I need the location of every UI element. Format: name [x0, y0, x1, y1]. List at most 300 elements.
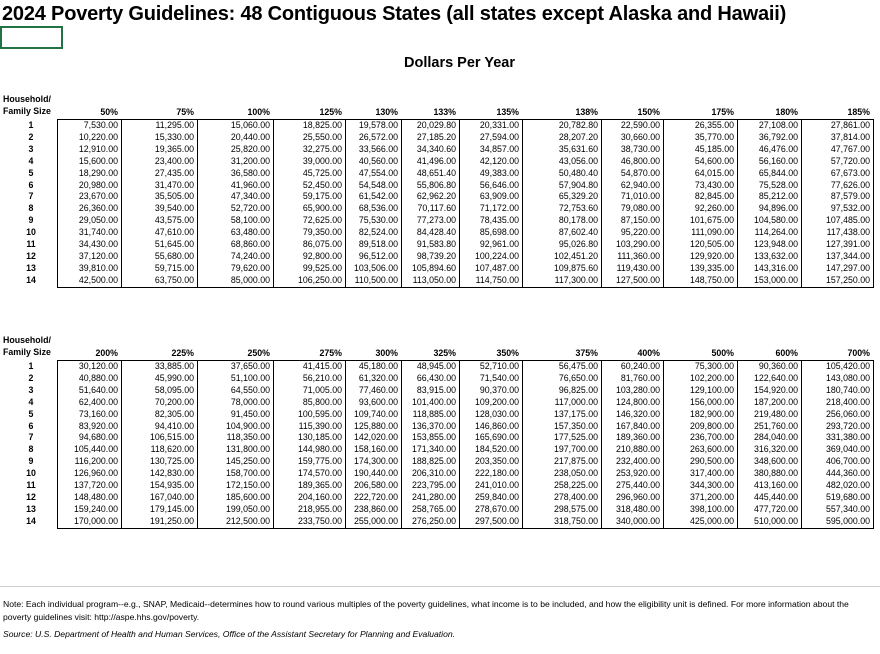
table-cell: 127,391.00 — [825, 239, 870, 249]
table-cell: 83,920.00 — [78, 420, 118, 431]
table-cell: 159,240.00 — [73, 503, 118, 514]
column-header: 175% — [711, 107, 734, 117]
column-header: 75% — [176, 107, 194, 117]
household-size: 8 — [28, 444, 34, 455]
table-cell: 275,440.00 — [615, 480, 660, 490]
table-cell: 117,000.00 — [554, 396, 598, 407]
divider — [0, 586, 880, 587]
table-cell: 51,640.00 — [78, 384, 118, 395]
table-cell: 89,518.00 — [358, 239, 398, 249]
table-cell: 45,990.00 — [154, 372, 194, 383]
table-cell: 137,175.00 — [553, 408, 598, 419]
table-cell: 119,430.00 — [616, 262, 660, 273]
table-cell: 26,355.00 — [694, 120, 734, 130]
table-cell: 96,825.00 — [558, 384, 598, 395]
table-cell: 15,330.00 — [154, 131, 194, 142]
column-header: 133% — [433, 107, 456, 117]
table-cell: 232,400.00 — [615, 456, 660, 467]
table-cell: 222,720.00 — [353, 491, 398, 502]
table-cell: 82,305.00 — [154, 408, 194, 419]
table-cell: 58,100.00 — [230, 215, 270, 226]
column-divider — [522, 119, 523, 287]
table-cell: 115,390.00 — [298, 420, 342, 431]
column-divider — [273, 119, 274, 287]
table-cell: 49,383.00 — [479, 167, 519, 178]
table-cell: 217,875.00 — [553, 456, 598, 467]
column-divider — [873, 360, 874, 528]
table-cell: 204,160.00 — [297, 491, 342, 502]
column-divider — [737, 360, 738, 528]
household-size: 12 — [26, 250, 36, 261]
table-cell: 41,960.00 — [230, 179, 270, 190]
table-cell: 199,050.00 — [225, 503, 270, 514]
table-cell: 106,250.00 — [297, 274, 342, 285]
table-cell: 111,090.00 — [691, 227, 734, 238]
table-cell: 70,117.60 — [417, 203, 456, 214]
table-cell: 118,620.00 — [150, 444, 194, 455]
table-cell: 444,360.00 — [825, 468, 870, 479]
table-cell: 241,010.00 — [474, 480, 519, 490]
table-cell: 124,800.00 — [615, 396, 660, 407]
table-cell: 103,280.00 — [615, 384, 660, 395]
table-cell: 85,000.00 — [230, 274, 270, 285]
table-cell: 47,554.00 — [358, 167, 398, 178]
table-cell: 171,340.00 — [411, 444, 456, 455]
table-cell: 11,295.00 — [155, 120, 194, 130]
table-cell: 47,610.00 — [154, 227, 194, 238]
table-cell: 22,590.00 — [620, 120, 660, 130]
table-cell: 80,178.00 — [558, 215, 598, 226]
household-size: 9 — [28, 456, 34, 467]
table-cell: 107,485.00 — [825, 215, 870, 226]
table-cell: 55,806.80 — [416, 179, 456, 190]
page-title: 2024 Poverty Guidelines: 48 Contiguous States (all states except Alaska and Hawaii) — [2, 3, 787, 25]
table-cell: 188,825.00 — [411, 456, 456, 467]
table-cell: 122,640.00 — [753, 372, 798, 383]
table-cell: 139,335.00 — [689, 262, 734, 273]
table-cell: 293,720.00 — [825, 420, 870, 431]
table-cell: 153,855.00 — [411, 432, 456, 443]
table-cell: 148,750.00 — [689, 274, 734, 285]
table-cell: 222,180.00 — [474, 468, 519, 479]
table-bottom-rule — [57, 287, 874, 288]
table-cell: 174,300.00 — [353, 456, 398, 467]
table-cell: 206,580.00 — [353, 480, 398, 490]
table-cell: 104,580.00 — [753, 215, 798, 226]
table-cell: 26,360.00 — [78, 203, 118, 214]
column-divider — [197, 360, 198, 528]
table-cell: 284,040.00 — [753, 432, 798, 443]
table-cell: 90,370.00 — [479, 384, 519, 395]
table-cell: 95,220.00 — [620, 227, 660, 238]
column-header: 500% — [711, 348, 734, 358]
table-cell: 72,753.60 — [558, 203, 598, 214]
table-cell: 157,250.00 — [825, 274, 870, 285]
table-cell: 380,880.00 — [753, 468, 798, 479]
table-cell: 197,700.00 — [553, 444, 598, 455]
table-cell: 105,420.00 — [825, 361, 870, 371]
table-cell: 94,410.00 — [154, 420, 194, 431]
table-cell: 25,550.00 — [302, 131, 342, 142]
column-header: 125% — [319, 107, 342, 117]
table-cell: 77,460.00 — [358, 384, 398, 395]
column-header: 135% — [496, 107, 519, 117]
table-cell: 167,040.00 — [149, 491, 194, 502]
table-cell: 54,548.00 — [358, 179, 398, 190]
table-cell: 20,440.00 — [230, 131, 270, 142]
table-cell: 75,530.00 — [358, 215, 398, 226]
table-cell: 109,740.00 — [353, 408, 398, 419]
column-divider — [601, 119, 602, 287]
table-cell: 218,400.00 — [825, 396, 870, 407]
table-cell: 146,860.00 — [474, 420, 519, 431]
table-cell: 60,240.00 — [620, 361, 660, 371]
table-cell: 42,500.00 — [78, 274, 118, 285]
table-cell: 413,160.00 — [753, 480, 798, 490]
table-cell: 179,145.00 — [149, 503, 194, 514]
table-cell: 147,297.00 — [825, 262, 870, 273]
table-cell: 477,720.00 — [753, 503, 798, 514]
table-cell: 26,572.00 — [358, 131, 398, 142]
table-cell: 19,365.00 — [154, 143, 194, 154]
table-cell: 35,770.00 — [694, 131, 734, 142]
table-cell: 165,690.00 — [474, 432, 519, 443]
column-divider — [273, 360, 274, 528]
table-cell: 87,602.40 — [558, 227, 598, 238]
table-cell: 59,175.00 — [302, 191, 342, 202]
table-cell: 31,740.00 — [78, 227, 118, 238]
table-cell: 43,056.00 — [558, 155, 598, 166]
table-cell: 157,350.00 — [553, 420, 598, 431]
table-cell: 317,400.00 — [689, 468, 734, 479]
table-cell: 39,000.00 — [302, 155, 342, 166]
table-cell: 340,000.00 — [615, 515, 660, 526]
table-cell: 209,800.00 — [689, 420, 734, 431]
table-cell: 58,095.00 — [154, 384, 194, 395]
table-cell: 84,428.40 — [416, 227, 456, 238]
column-divider — [401, 119, 402, 287]
footnote: Note: Each individual program--e.g., SNAP, Medicaid--determines how to round various multiples of the poverty guidelines, what income is to be included, and how the eligibility unit is defined. For more information about the poverty guidelines visit: http://aspe.hhs.gov/poverty. — [3, 599, 849, 622]
table-cell: 126,960.00 — [73, 468, 118, 479]
table-cell: 510,000.00 — [753, 515, 798, 526]
household-size: 14 — [26, 515, 36, 526]
table-cell: 39,540.00 — [154, 203, 194, 214]
table-cell: 130,185.00 — [297, 432, 342, 443]
table-cell: 106,515.00 — [149, 432, 194, 443]
table-cell: 45,180.00 — [358, 361, 398, 371]
table-cell: 278,400.00 — [553, 491, 598, 502]
table-cell: 18,290.00 — [78, 167, 118, 178]
table-cell: 107,487.00 — [474, 262, 519, 273]
table-cell: 74,240.00 — [230, 250, 270, 261]
table-cell: 71,005.00 — [302, 384, 342, 395]
column-header: 375% — [575, 348, 598, 358]
page-subtitle: Dollars Per Year — [404, 55, 515, 71]
column-header: 200% — [95, 348, 118, 358]
table-cell: 56,160.00 — [758, 155, 798, 166]
table-cell: 59,715.00 — [154, 262, 194, 273]
table-cell: 68,860.00 — [230, 239, 270, 249]
table-cell: 174,570.00 — [297, 468, 342, 479]
table-cell: 91,583.80 — [416, 239, 456, 249]
table-cell: 154,920.00 — [753, 384, 798, 395]
table-cell: 46,476.00 — [758, 143, 798, 154]
table-cell: 101,400.00 — [411, 396, 456, 407]
table-cell: 154,935.00 — [149, 480, 194, 490]
table-cell: 55,680.00 — [154, 250, 194, 261]
household-size: 12 — [26, 491, 36, 502]
table-cell: 369,040.00 — [825, 444, 870, 455]
column-divider — [459, 360, 460, 528]
table-cell: 172,150.00 — [225, 480, 270, 490]
table-cell: 97,532.00 — [830, 203, 870, 214]
table-cell: 20,980.00 — [78, 179, 118, 190]
table-cell: 105,440.00 — [73, 444, 118, 455]
column-divider — [459, 119, 460, 287]
table-cell: 182,900.00 — [689, 408, 734, 419]
table-cell: 159,775.00 — [297, 456, 342, 467]
table-cell: 70,200.00 — [154, 396, 194, 407]
table-cell: 41,496.00 — [416, 155, 456, 166]
table-cell: 116,200.00 — [74, 456, 118, 467]
table-cell: 177,525.00 — [553, 432, 598, 443]
household-size: 6 — [28, 420, 34, 431]
table-cell: 206,310.00 — [411, 468, 456, 479]
table-cell: 290,500.00 — [689, 456, 734, 467]
table-cell: 54,600.00 — [694, 155, 734, 166]
household-size: 6 — [28, 179, 34, 190]
column-header: 225% — [171, 348, 194, 358]
column-header: 180% — [775, 107, 798, 117]
table-cell: 23,400.00 — [154, 155, 194, 166]
table-cell: 40,880.00 — [78, 372, 118, 383]
table-cell: 93,600.00 — [358, 396, 398, 407]
table-cell: 91,450.00 — [230, 408, 270, 419]
column-divider — [737, 119, 738, 287]
table-cell: 445,440.00 — [753, 491, 798, 502]
table-cell: 398,100.00 — [689, 503, 734, 514]
household-size: 2 — [28, 372, 34, 383]
column-header: 275% — [319, 348, 342, 358]
column-divider — [121, 360, 122, 528]
household-size: 11 — [26, 239, 36, 249]
column-header: 150% — [637, 107, 660, 117]
table-cell: 263,600.00 — [689, 444, 734, 455]
column-divider — [663, 360, 664, 528]
table-cell: 184,520.00 — [474, 444, 519, 455]
table-cell: 143,080.00 — [825, 372, 870, 383]
table-cell: 20,029.80 — [416, 120, 456, 130]
table-cell: 258,225.00 — [553, 480, 598, 490]
table-cell: 50,480.40 — [558, 167, 598, 178]
table-cell: 153,000.00 — [753, 274, 798, 285]
table-cell: 114,264.00 — [754, 227, 798, 238]
table-cell: 83,915.00 — [416, 384, 456, 395]
table-cell: 71,172.00 — [479, 203, 519, 214]
table-cell: 258,765.00 — [411, 503, 456, 514]
table-cell: 73,430.00 — [694, 179, 734, 190]
table-cell: 64,015.00 — [694, 167, 734, 178]
table-cell: 110,500.00 — [354, 274, 398, 285]
table-cell: 27,185.20 — [416, 131, 456, 142]
table-cell: 76,650.00 — [558, 372, 598, 383]
table-cell: 130,725.00 — [149, 456, 194, 467]
table-cell: 296,960.00 — [615, 491, 660, 502]
table-cell: 180,740.00 — [825, 384, 870, 395]
table-cell: 48,651.40 — [416, 167, 456, 178]
table-cell: 40,560.00 — [358, 155, 398, 166]
table-cell: 223,795.00 — [411, 480, 456, 490]
table-cell: 65,900.00 — [302, 203, 342, 214]
table-cell: 105,894.60 — [411, 262, 456, 273]
selected-cell[interactable] — [0, 26, 63, 49]
household-size: 3 — [28, 143, 34, 154]
table-cell: 72,625.00 — [302, 215, 342, 226]
column-header: 138% — [575, 107, 598, 117]
table-cell: 62,940.00 — [620, 179, 660, 190]
table-cell: 190,440.00 — [353, 468, 398, 479]
table-cell: 128,030.00 — [474, 408, 519, 419]
household-size: 4 — [28, 155, 34, 166]
table-cell: 61,320.00 — [358, 372, 398, 383]
table-cell: 33,885.00 — [154, 361, 194, 371]
table-cell: 136,370.00 — [411, 420, 456, 431]
table-cell: 31,200.00 — [230, 155, 270, 166]
table-cell: 28,207.20 — [558, 131, 598, 142]
table-cell: 56,210.00 — [302, 372, 342, 383]
table-cell: 87,579.00 — [830, 191, 870, 202]
table-cell: 131,800.00 — [225, 444, 270, 455]
column-divider — [801, 360, 802, 528]
table-cell: 75,300.00 — [694, 361, 734, 371]
table-cell: 118,885.00 — [412, 408, 456, 419]
household-size: 14 — [26, 274, 36, 285]
table-cell: 137,344.00 — [825, 250, 870, 261]
table-cell: 51,645.00 — [154, 239, 194, 249]
table-cell: 63,480.00 — [230, 227, 270, 238]
table-cell: 54,870.00 — [620, 167, 660, 178]
table-cell: 78,435.00 — [479, 215, 519, 226]
table-cell: 117,300.00 — [554, 274, 598, 285]
table-cell: 185,600.00 — [225, 491, 270, 502]
table-cell: 63,909.00 — [479, 191, 519, 202]
column-header: 700% — [847, 348, 870, 358]
table-cell: 39,810.00 — [78, 262, 118, 273]
table-cell: 27,594.00 — [479, 131, 519, 142]
table-cell: 118,350.00 — [226, 432, 270, 443]
table-cell: 33,566.00 — [358, 143, 398, 154]
table-cell: 95,026.80 — [558, 239, 598, 249]
table-cell: 156,000.00 — [689, 396, 734, 407]
table-cell: 114,750.00 — [475, 274, 519, 285]
column-divider — [663, 119, 664, 287]
table-cell: 318,480.00 — [615, 503, 660, 514]
table-cell: 32,275.00 — [302, 143, 342, 154]
household-size: 5 — [28, 408, 34, 419]
table-cell: 65,844.00 — [758, 167, 798, 178]
table-cell: 133,632.00 — [753, 250, 798, 261]
table-cell: 127,500.00 — [615, 274, 660, 285]
column-header: 250% — [247, 348, 270, 358]
table-cell: 77,273.00 — [416, 215, 456, 226]
household-size: 1 — [28, 120, 34, 130]
household-size: 2 — [28, 131, 34, 142]
table-cell: 142,020.00 — [353, 432, 398, 443]
table-cell: 15,600.00 — [78, 155, 118, 166]
household-size: 8 — [28, 203, 34, 214]
household-size: 10 — [26, 227, 36, 238]
household-size: 11 — [26, 480, 36, 490]
table-cell: 71,010.00 — [620, 191, 660, 202]
table-cell: 46,800.00 — [620, 155, 660, 166]
table-cell: 35,631.60 — [558, 143, 598, 154]
table-cell: 120,505.00 — [689, 239, 734, 249]
household-size: 4 — [28, 396, 34, 407]
table-cell: 158,160.00 — [353, 444, 398, 455]
household-size: 1 — [28, 361, 34, 371]
table-cell: 23,670.00 — [78, 191, 118, 202]
table-cell: 238,050.00 — [553, 468, 598, 479]
table-bottom-rule — [57, 528, 874, 529]
table-cell: 82,524.00 — [358, 227, 398, 238]
table-cell: 103,290.00 — [615, 239, 660, 249]
column-header: 350% — [496, 348, 519, 358]
table-cell: 146,320.00 — [615, 408, 660, 419]
table-cell: 96,512.00 — [358, 250, 398, 261]
table-cell: 203,350.00 — [474, 456, 519, 467]
table-cell: 47,340.00 — [230, 191, 270, 202]
table-cell: 29,050.00 — [78, 215, 118, 226]
table-cell: 219,480.00 — [753, 408, 798, 419]
column-header: 325% — [433, 348, 456, 358]
table-cell: 31,470.00 — [154, 179, 194, 190]
table-cell: 56,475.00 — [558, 361, 598, 371]
table-cell: 259,840.00 — [474, 491, 519, 502]
table-cell: 63,750.00 — [154, 274, 194, 285]
table-cell: 90,360.00 — [758, 361, 798, 371]
column-header: 300% — [375, 348, 398, 358]
table-cell: 19,578.00 — [358, 120, 398, 130]
table-cell: 256,060.00 — [825, 408, 870, 419]
table-cell: 57,720.00 — [830, 155, 870, 166]
table-cell: 117,438.00 — [826, 227, 870, 238]
table-cell: 77,626.00 — [830, 179, 870, 190]
column-header: 130% — [375, 107, 398, 117]
table-cell: 109,875.60 — [553, 262, 598, 273]
column-divider — [121, 119, 122, 287]
table-cell: 348,600.00 — [753, 456, 798, 467]
table-cell: 142,830.00 — [149, 468, 194, 479]
table-cell: 482,020.00 — [825, 480, 870, 490]
table-cell: 47,767.00 — [830, 143, 870, 154]
table-cell: 255,000.00 — [353, 515, 398, 526]
column-divider — [57, 119, 58, 287]
table-cell: 18,825.00 — [302, 120, 342, 130]
table-cell: 81,760.00 — [620, 372, 660, 383]
table-cell: 137,720.00 — [73, 480, 118, 490]
table-cell: 241,280.00 — [411, 491, 456, 502]
column-divider — [345, 119, 346, 287]
table-cell: 210,880.00 — [615, 444, 660, 455]
table-cell: 34,340.60 — [416, 143, 456, 154]
table-cell: 145,250.00 — [225, 456, 270, 467]
table-cell: 191,250.00 — [149, 515, 194, 526]
table-cell: 48,945.00 — [416, 361, 456, 371]
table-cell: 34,857.00 — [479, 143, 519, 154]
table-cell: 85,800.00 — [302, 396, 342, 407]
table-cell: 41,415.00 — [302, 361, 342, 371]
table-cell: 233,750.00 — [297, 515, 342, 526]
